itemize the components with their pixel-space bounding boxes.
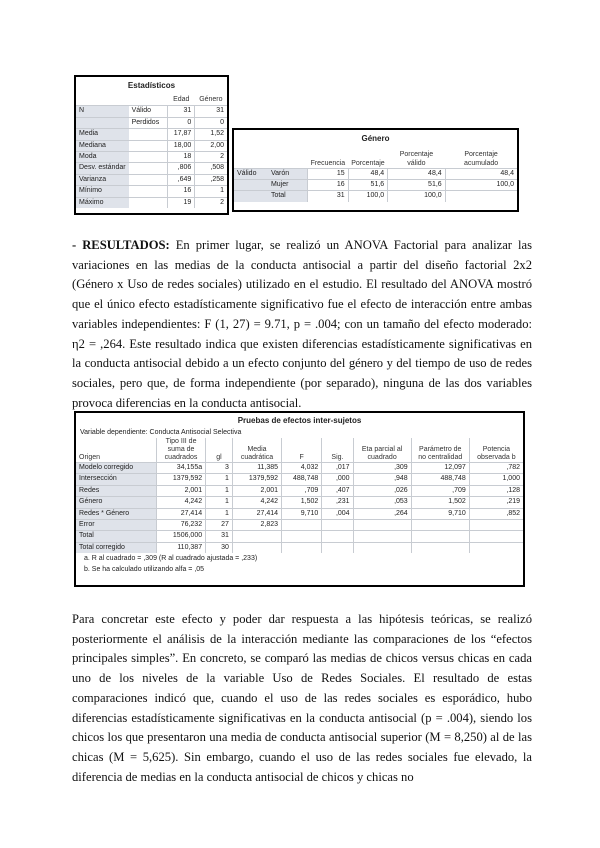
pruebas-grid [76,438,523,553]
cell-f: 16 [308,179,349,190]
pruebas-cell [232,542,281,553]
cell-pa [445,191,517,202]
header-porcentaje-valido: Porcentaje válido [399,150,434,167]
estadisticos-grid [76,95,227,208]
pruebas-cell: ,128 [469,485,523,496]
genero-grid [234,146,517,202]
cell-v2: 1 [195,186,227,197]
pruebas-cell: 1,502 [411,497,469,508]
col-header-genero: Género [199,96,223,103]
pruebas-cell: 9,710 [282,508,322,519]
cell-v1: 19 [168,197,195,208]
pruebas-footnotes [76,553,523,575]
cell-group [234,191,268,202]
pruebas-row [76,463,523,474]
pruebas-cell [411,520,469,531]
footnote-b: b. Se ha calculado utilizando alfa = ,05 [84,566,205,574]
pruebas-header: F [282,438,322,463]
cell-group [234,179,268,190]
pruebas-cell: ,852 [469,508,523,519]
pruebas-table [74,411,525,587]
results-heading: - RESULTADOS: [72,238,170,252]
cell-label: Perdidos [129,117,168,128]
cell-group: Mediana [76,140,129,151]
pruebas-row [76,542,523,553]
pruebas-cell [411,542,469,553]
pruebas-cell: Total [76,531,156,542]
pruebas-header: gl [206,438,233,463]
pruebas-cell [232,531,281,542]
pruebas-cell: 27 [206,520,233,531]
pruebas-cell: Modelo corregido [76,463,156,474]
genero-table [232,128,519,212]
cell-pv: 51,6 [388,179,446,190]
pruebas-cell: 1379,592 [232,474,281,485]
pruebas-cell: 488,748 [411,474,469,485]
cell-pa: 48,4 [445,168,517,179]
footnote-a: a. R al cuadrado = ,309 (R al cuadrado ajustada = ,233) [84,555,258,563]
cell-pv: 100,0 [388,191,446,202]
cell-v1: 0 [168,117,195,128]
pruebas-cell: 31 [206,531,233,542]
pruebas-cell [322,542,353,553]
cell-v1: ,806 [168,163,195,174]
pruebas-header: Sig. [322,438,353,463]
pruebas-row [76,497,523,508]
estadisticos-row [76,197,227,208]
pruebas-cell: 4,032 [282,463,322,474]
cell-v2: 2 [195,197,227,208]
cell-group [76,117,129,128]
interaction-paragraph: Para concretar este efecto y poder dar respuesta a las hipótesis teóricas, se realizó posteriormente el análisis de la interacción mediante las comparaciones de los “efectos principales simples”. En concreto, se comparó las medias de chicos versus chicas en cada uno de los niveles de la variable Uso de Redes Sociales. El resultado de estas comparaciones indicó que, cuando el uso de las redes sociales es esporádico, hubo diferencias estadísticamente significativas en la conducta antisocial (p = .004), siendo los chicos los que presentaron una media de conducta antisocial superior (M = 8,250) al de las chicas (M = 5,625). Sin embargo, cuando el uso de las redes sociales fue elevado, la diferencia de medias en la conducta antisocial de chicos y chicas no [72,612,532,784]
pruebas-cell [469,531,523,542]
cell-v2: 0 [195,117,227,128]
cell-pv: 48,4 [388,168,446,179]
pruebas-cell: ,309 [353,463,411,474]
pruebas-cell: 110,387 [156,542,205,553]
pruebas-row [76,485,523,496]
pruebas-cell: 488,748 [282,474,322,485]
cell-group: N [76,106,129,117]
cell-label: Varón [268,168,308,179]
pruebas-cell: 2,001 [232,485,281,496]
pruebas-cell: 11,385 [232,463,281,474]
pruebas-cell: 1 [206,508,233,519]
estadisticos-row [76,106,227,117]
pruebas-header: Eta parcial al cuadrado [353,438,411,463]
header-frecuencia: Frecuencia [310,159,346,167]
cell-group: Media [76,129,129,140]
genero-title: Género [361,134,390,143]
pruebas-cell: 27,414 [232,508,281,519]
cell-f: 31 [308,191,349,202]
pruebas-cell: ,026 [353,485,411,496]
pruebas-cell: Género [76,497,156,508]
cell-v2: 2 [195,152,227,163]
cell-p: 100,0 [348,191,387,202]
pruebas-cell: ,709 [282,485,322,496]
cell-label [129,140,168,151]
pruebas-header: Potencia observada b [469,438,523,463]
pruebas-cell: Error [76,520,156,531]
header-porcentaje-acumulado: Porcentaje acumulado [463,150,499,167]
pruebas-cell: 76,232 [156,520,205,531]
pruebas-header: Parámetro de no centralidad [411,438,469,463]
estadisticos-row [76,152,227,163]
pruebas-cell: Total corregido [76,542,156,553]
pruebas-header: Media cuadrática [232,438,281,463]
pruebas-cell: ,948 [353,474,411,485]
pruebas-cell: ,407 [322,485,353,496]
cell-v1: 16 [168,186,195,197]
pruebas-cell: 1,502 [282,497,322,508]
pruebas-cell: 3 [206,463,233,474]
cell-group: Mínimo [76,186,129,197]
pruebas-cell [322,531,353,542]
cell-v2: 31 [195,106,227,117]
cell-p: 51,6 [348,179,387,190]
cell-v1: 18,00 [168,140,195,151]
cell-f: 15 [308,168,349,179]
cell-v1: 17,87 [168,129,195,140]
cell-label [129,197,168,208]
pruebas-cell: ,053 [353,497,411,508]
cell-label: Mujer [268,179,308,190]
cell-v2: ,258 [195,174,227,185]
col-header-edad: Edad [173,96,190,103]
cell-label [129,186,168,197]
cell-v1: ,649 [168,174,195,185]
pruebas-header: Tipo III de suma de cuadrados [156,438,205,463]
pruebas-cell: ,709 [411,485,469,496]
pruebas-cell [353,531,411,542]
pruebas-cell: 30 [206,542,233,553]
pruebas-cell [353,542,411,553]
cell-v2: ,508 [195,163,227,174]
pruebas-cell [282,542,322,553]
estadisticos-row [76,174,227,185]
pruebas-cell: ,219 [469,497,523,508]
estadisticos-row [76,117,227,128]
pruebas-cell: 4,242 [156,497,205,508]
cell-label: Válido [129,106,168,117]
estadisticos-row [76,186,227,197]
pruebas-cell [411,531,469,542]
pruebas-cell: 1506,000 [156,531,205,542]
estadisticos-title: Estadísticos [127,81,176,90]
pruebas-cell: 1 [206,497,233,508]
pruebas-cell: 1379,592 [156,474,205,485]
cell-group: Válido [234,168,268,179]
results-paragraph [72,236,532,413]
header-porcentaje: Porcentaje [351,159,385,167]
pruebas-row [76,474,523,485]
cell-v2: 1,52 [195,129,227,140]
pruebas-cell [322,520,353,531]
pruebas-header: Origen [79,454,101,461]
pruebas-cell [469,520,523,531]
pruebas-cell: 34,155a [156,463,205,474]
results-text: En primer lugar, se realizó un ANOVA Factorial para analizar las variaciones en las medias de la conducta antisocial a partir del diseño factorial 2x2 (Género x Uso de redes sociales) utilizado en el estudio. El resultado del ANOVA mostró que el único efecto estadísticamente significativo fue el efecto de interacción entre ambas variables independientes: F (1, 27) = 9.71, p = .004; con un tamaño del efecto moderado: η2 = ,264. Este resultado indica que existen diferencias estadísticamente significativas en la conducta antisocial debido a un efecto conjunto del género y del tiempo de uso de redes sociales, pero que, de forma independiente (por separado), ninguna de las dos variables provoca diferencias en la conducta antisocial. [72,238,533,410]
pruebas-cell: 9,710 [411,508,469,519]
pruebas-cell: ,004 [322,508,353,519]
pruebas-cell: ,231 [322,497,353,508]
cell-v1: 18 [168,152,195,163]
pruebas-cell: ,000 [322,474,353,485]
pruebas-cell: Redes [76,485,156,496]
pruebas-cell: Redes * Género [76,508,156,519]
pruebas-cell: 2,823 [232,520,281,531]
pruebas-cell: Intersección [76,474,156,485]
pruebas-row [76,531,523,542]
pruebas-cell: 27,414 [156,508,205,519]
pruebas-cell: 1,000 [469,474,523,485]
cell-label [129,163,168,174]
cell-label [129,152,168,163]
cell-group: Moda [76,152,129,163]
pruebas-cell: 1 [206,485,233,496]
pruebas-row [76,508,523,519]
cell-p: 48,4 [348,168,387,179]
pruebas-cell [469,542,523,553]
cell-label: Total [268,191,308,202]
pruebas-cell: 4,242 [232,497,281,508]
pruebas-title: Pruebas de efectos inter-sujetos [237,416,362,425]
estadisticos-row [76,163,227,174]
estadisticos-row [76,140,227,151]
genero-row [234,191,517,202]
pruebas-cell [282,531,322,542]
pruebas-cell: 1 [206,474,233,485]
estadisticos-table [74,75,229,215]
cell-v2: 2,00 [195,140,227,151]
pruebas-cell: ,782 [469,463,523,474]
genero-row [234,168,517,179]
genero-row [234,179,517,190]
pruebas-cell [282,520,322,531]
estadisticos-row [76,129,227,140]
cell-group: Máximo [76,197,129,208]
dependent-variable-label: Variable dependiente: Conducta Antisocial Selectiva [80,429,242,436]
pruebas-cell: 2,001 [156,485,205,496]
cell-label [129,174,168,185]
pruebas-cell: ,017 [322,463,353,474]
cell-group: Desv. estándar [76,163,129,174]
pruebas-cell: 12,097 [411,463,469,474]
pruebas-cell [353,520,411,531]
pruebas-cell: ,264 [353,508,411,519]
cell-v1: 31 [168,106,195,117]
cell-group: Varianza [76,174,129,185]
cell-pa: 100,0 [445,179,517,190]
pruebas-row [76,520,523,531]
cell-label [129,129,168,140]
